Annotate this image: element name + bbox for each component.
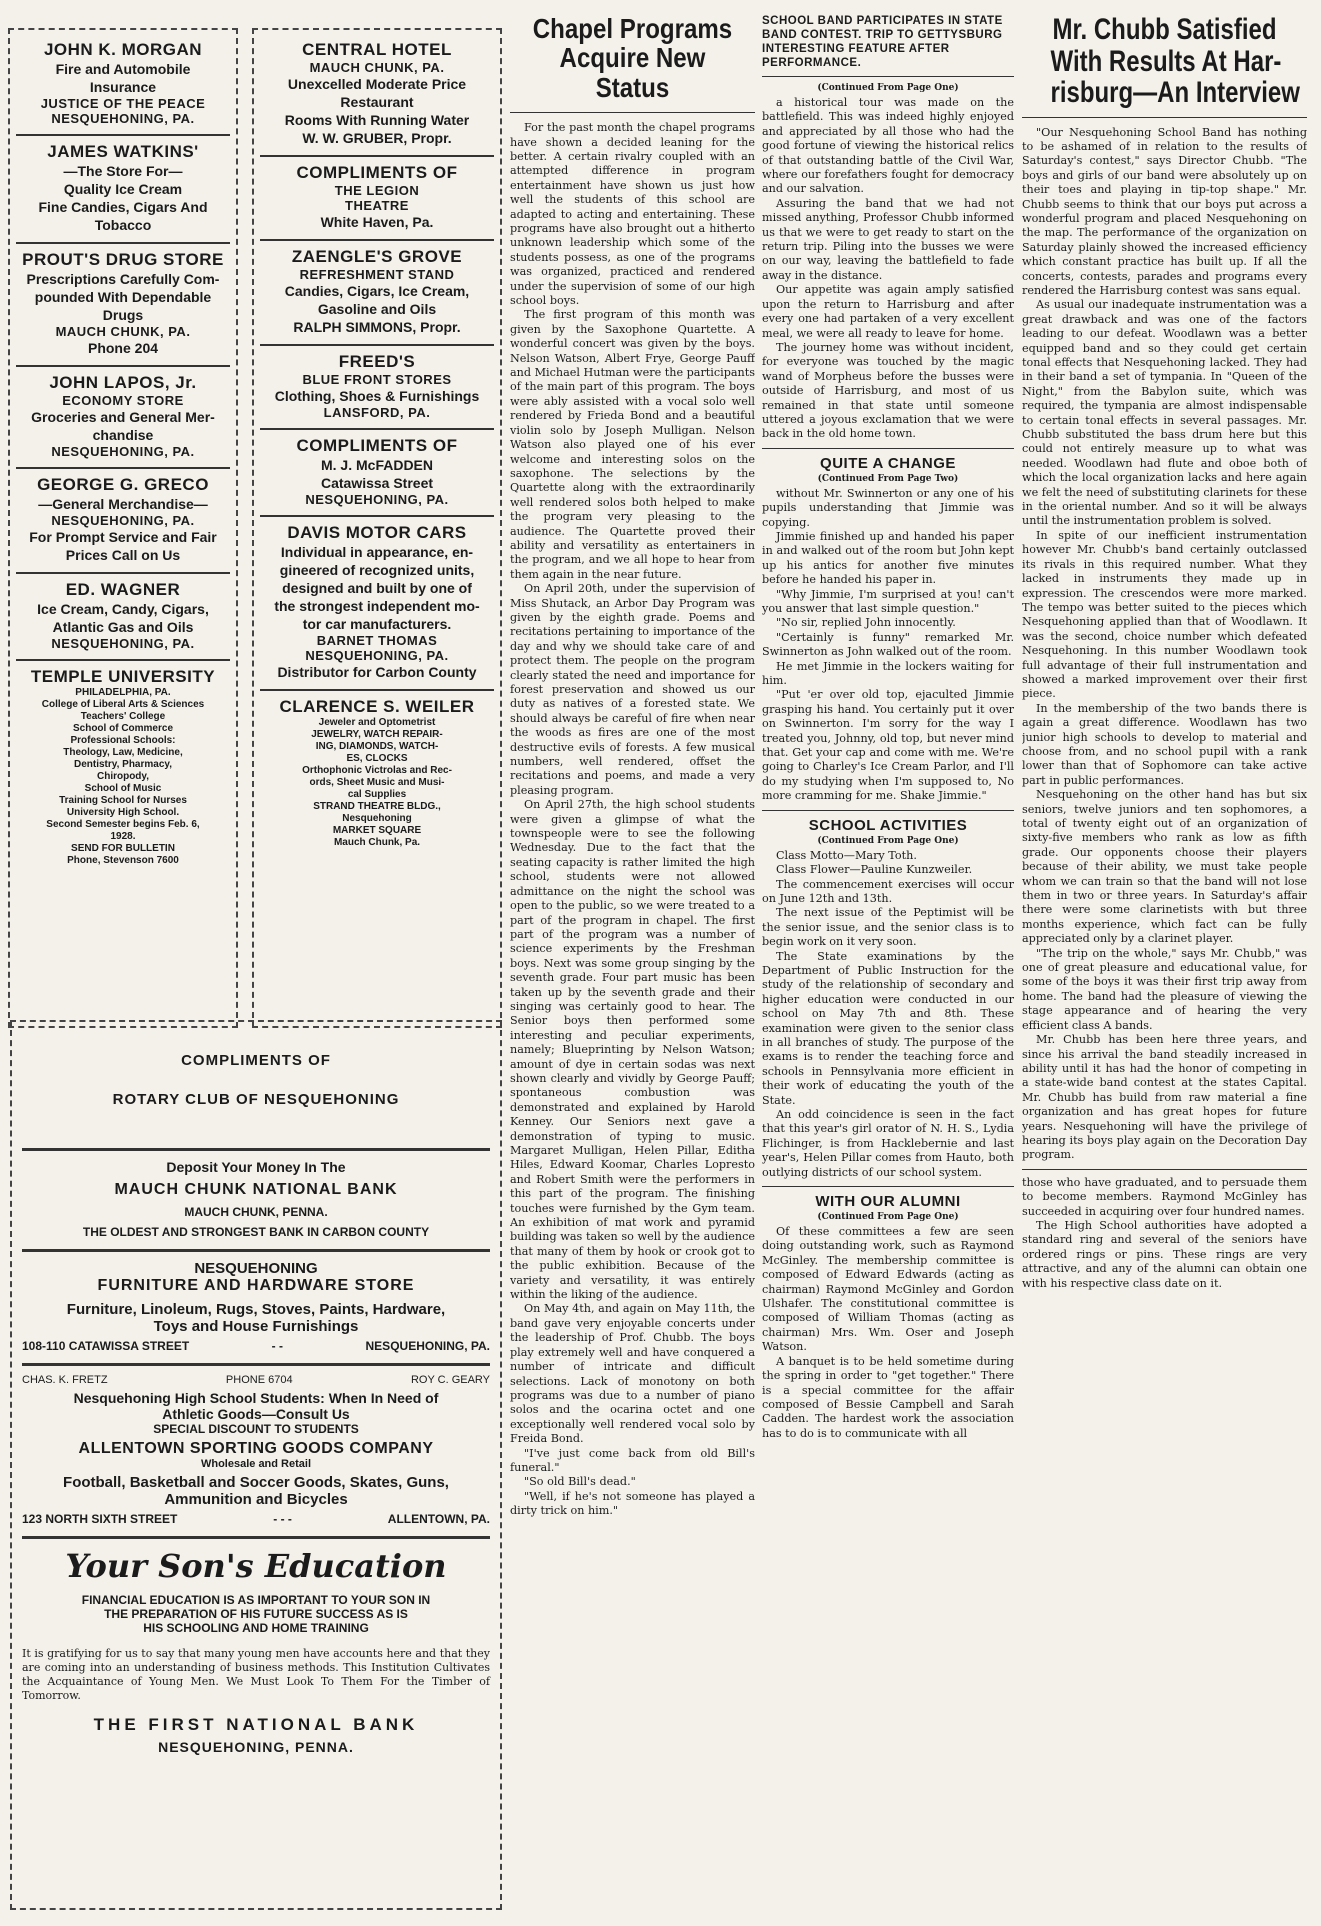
ad-line: NESQUEHONING, PA. <box>51 636 195 651</box>
ad-line: ZAENGLE'S GROVE <box>291 247 463 266</box>
ad-line: Unexcelled Moderate Price <box>287 76 467 92</box>
ad-line: Mauch Chunk, Pa. <box>333 837 421 848</box>
chapel-programs-column <box>510 14 755 1924</box>
ad-line: MARKET SQUARE <box>332 825 422 836</box>
ad-line: Second Semester begins Feb. 6, <box>46 819 200 830</box>
ad-line: W. W. GRUBER, Propr. <box>302 130 452 146</box>
first-national-bank-ad: Your Son's Education FINANCIAL EDUCATION IS AS IMPORTANT TO YOUR SON IN THE PREPARATION OF HIS FUTURE SUCCESS AS IS HIS SCHOOLING AND HOME TRAINING It is gratifying for us to say that many young men have accounts here and that they are coming into an understanding of business methods. This Institution Cultivates the Acquaintance of Young Men. We Must Look To Them For the Timber of Tomorrow. THE FIRST NATIONAL BANK NESQUEHONING, PENNA. <box>22 1547 490 1755</box>
ad-line: Catawissa Street <box>320 475 434 491</box>
ad-line: gineered of recognized units, <box>279 562 475 578</box>
ad-line: TEMPLE UNIVERSITY <box>30 667 216 686</box>
paragraph: "I've just come back from old Bill's funeral." <box>510 1446 755 1474</box>
ad-line: Individual in appearance, en- <box>280 544 474 560</box>
paragraph: On April 27th, the high school students were given a glimpse of what the townspeople were to see the following Wednesday. Due to the fact that the seating capacity is rather limited the high school, students were not allowed admittance on the night the school was open to the public, so we were treated to a part of the program in chapel. The first part of the program was a number of science experiments by the Freshman boys. Next was some group singing by the seventh grade. Four part music has been taken up by the seventh grade and their singing was certainly good to hear. The Senior boys then performed some interesting and peculiar experiments, namely; Blueprinting by Nelson Watson; amount of dye in certain sodas was next shown clearly and vividly by George Pauff; spontaneous combustion was demonstrated and explained by Harold Kenney. Our Seniors next gave a demonstration of typing to music. Margaret Mulligan, Helen Pillar, Editha Hiles, Edward Koomar, Charles Lopresto and Robert Smith were the performers in this part of the program. The finishing touches were furnished by the Gym team. An exhibition of mat work and pyramid building was taken so well by the audience that many of them by hook or crook got to the public exhibition. Because of the variety and versatility, it was entirely within the liking of the audience. <box>510 798 755 1302</box>
ads-column-middle <box>252 28 502 1028</box>
ad-line: Rooms With Running Water <box>284 112 470 128</box>
paragraph: A banquet is to be held sometime during the spring in order to "get together." There is a special committee for the affair composed of Bessie Campbell and Sarah Cadden. The hardest work the association has to do is to communicate with all <box>762 1354 1014 1440</box>
chubb-interview-column <box>1022 14 1307 1924</box>
ad-line: ES, CLOCKS <box>346 753 408 764</box>
ad-line: School of Music <box>84 783 162 794</box>
middle-ad-4 <box>260 430 494 517</box>
ad-line: COMPLIMENTS OF <box>296 163 458 182</box>
ad-line: Dentistry, Pharmacy, <box>73 759 172 770</box>
ad-line: NESQUEHONING, PA. <box>51 513 195 528</box>
ad-line: pounded With Dependable <box>34 289 212 305</box>
paragraph: "So old Bill's dead." <box>524 1475 636 1489</box>
ad-line: Insurance <box>89 79 157 95</box>
ad-line: STRAND THEATRE BLDG., <box>313 801 441 812</box>
ad-line: NESQUEHONING, PA. <box>51 444 195 459</box>
ad-line: JOHN LAPOS, Jr. <box>49 373 197 392</box>
paragraph: Our appetite was again amply satisfied upon the return to Harrisburg and after every one had partaken of a very excellent meal, we were all ready to leave for home. <box>762 283 1014 340</box>
ad-line: JAMES WATKINS' <box>47 142 199 161</box>
middle-ad-2 <box>260 241 494 346</box>
ad-line: BLUE FRONT STORES <box>302 372 452 387</box>
paragraph: In spite of our inefficient instrumentation however Mr. Chubb's band certainly outclassed its rivals in this required number. What they lacked in instruments they made up in expression. The crescendos were more marked. The tempo was better suited to the pieces which Nesquehoning applied than that of Woodlawn. It was the second, choice number which defeated Nesquehoning. In this number Woodlawn took full advantage of their full instrumentation and showed a marked improvement over their first piece. <box>1022 528 1307 701</box>
ad-line: Groceries and General Mer- <box>31 409 215 425</box>
ad-line: Fire and Automobile <box>55 61 191 77</box>
paragraph: Class Flower—Pauline Kunzweiler. <box>776 863 973 877</box>
paragraph: "Put 'er over old top, ejaculted Jimmie grasping his hand. You certainly put it over on Swinnerton. I'm sorry for the way I treated you, Johnny, old top, but never mind that. Get your cap and come with me. We're going to Charley's Ice Cream Parlor, and I'll do my studying when I'm supposed to, No more cramming for me. Shake Jimmie." <box>762 688 1014 803</box>
ad-line: Professional Schools: <box>70 735 176 746</box>
band-article-body <box>762 96 1014 442</box>
paragraph: On May 4th, and again on May 11th, the band gave very enjoyable concerts under the leadership of Prof. Chubb. The boys play extremely well and have conquered a number of intricate and difficult selections. Lack of monotony on both programs was due to a number of piano solos and the ocarina octet and one exceptionally well rendered vocal solo by Freida Bond. <box>510 1302 755 1446</box>
paragraph: Assuring the band that we had not missed anything, Professor Chubb informed us that we were to get ready to start on the return trip. Piling into the busses we were on our way, leaving the battlefield to fade away in the distance. <box>762 196 1014 282</box>
band-headline: SCHOOL BAND PARTICIPATES IN STATE BAND CONTEST. TRIP TO GETTYSBURG INTERESTING FEATURE AFTER PERFORMANCE. <box>762 15 1003 69</box>
paragraph: "Why Jimmie, I'm surprised at you! can't you answer that last simple question." <box>762 587 1014 615</box>
ad-line: ED. WAGNER <box>65 580 181 599</box>
ad-line: Ice Cream, Candy, Cigars, <box>37 601 209 617</box>
ad-line: MAUCH CHUNK, PA. <box>309 60 445 75</box>
paragraph: without Mr. Swinnerton or any one of his pupils understanding that Jimmie was copying. <box>762 486 1014 529</box>
paragraph: Mr. Chubb has been here three years, and since his arrival the band steadily increased in ability until it has had the honor of competing in a state-wide band contest at the states Capital. Mr. Chubb has build from raw material a fine organization and has great hopes for future years. Nesquehoning will have the privilege of hearing its boys play again on the Decoration Day program. <box>1022 1033 1307 1162</box>
paragraph: The State examinations by the Department of Public Instruction for the study of the relationship of secondary and higher education were conducted in our school on May 7th and 8th. These examination were given to the senior class in all branches of study. The purpose of the exams is to render the teaching force and schools in Pennsylvania more efficient in their work of educating the youth of the State. <box>762 949 1014 1107</box>
ad-line: ING, DIAMONDS, WATCH- <box>315 741 439 752</box>
ad-line: designed and built by one of <box>282 580 472 596</box>
ad-line: MAUCH CHUNK, PA. <box>55 324 191 339</box>
ad-line: JEWELRY, WATCH REPAIR- <box>311 729 443 740</box>
middle-ad-3 <box>260 346 494 430</box>
ad-line: Gasoline and Oils <box>317 301 437 317</box>
ad-line: Fine Candies, Cigars And <box>38 199 208 215</box>
ad-line: Distributor for Carbon County <box>277 664 477 680</box>
ad-line: JUSTICE OF THE PEACE <box>40 96 206 111</box>
chapel-headline: Chapel Programs Acquire New Status <box>532 14 733 103</box>
band-and-activities-column: SCHOOL BAND PARTICIPATES IN STATE BAND CONTEST. TRIP TO GETTYSBURG INTERESTING FEATURE AFTER PERFORMANCE. (Continued From Page One) a historical tour was made on the battlefield. This was indeed highly enjoyed and appreciated by all those who had the good fortune of viewing the historical relics of that outstanding battle of the Civil War, where our forefathers fought for democracy and our salvation. Assuring the band that we had not missed anything, Professor Chubb informed us that we were to get ready to start on the return trip. Piling into the busses we were on our way, leaving the battlefield to fade away in the distance. Our appetite was again amply satisfied upon the return to Harrisburg and after every one had partaken of a very excellent meal, we were all ready to leave for home. The journey home was without incident, for everyone was touched by the magic wand of Morpheus before the busses were outside of Harrisburg, and most of us remained in that state until someone uttered a joyous exclamation that we were back in the old home town. QUITE A CHANGE (Continued From Page Two) without Mr. Swinnerton or any one of his pupils understanding that Jimmie was copying. Jimmie finished up and handed his paper in and walked out of the room but John kept up his antics for another five minutes before he handed his paper in. "Why Jimmie, I'm surprised at you! can't you answer that last simple question." "No sir, replied John innocently. "Certainly is funny" remarked Mr. Swinnerton as John walked out of the room. He met Jimmie in the lockers waiting for him. "Put 'er over old top, ejaculted Jimmie grasping his hand. You certainly put it over on Swinnerton. I'm sorry for the way I treated you, Johnny, old top, but never mind that. Get your cap and come with me. We're going to Charley's Ice Cream Parlor, and I'll do my studying when I'm supposed to, No more cramming for me. Shake Jimmie." SCHOOL ACTIVITIES (Continued From Page One) Class Motto—Mary Toth. Class Flower—Pauline Kunzweiler. The commencement exercises will occur on June 12th and 13th. The next issue of the Peptimist will be the senior issue, and the senior class is to begin work on it very soon. The State examinations by the Department of Public Instruction for the study of the relationship of secondary and higher education were conducted in our school on May 7th and 8th. These examination were given to the senior class in all branches of study. The purpose of the exams is to render the teaching force and schools in Pennsylvania more efficient in their work of educating the youth of the State. An odd coincidence is seen in the fact that this year's girl orator of N. H. S., Lydia Flichinger, is from Hacklebernie and last year's, Helen Pillar comes from Hauto, both outlying districts of our school system. WITH OUR ALUMNI (Continued From Page One) Of these committees a few are seen doing outstanding work, such as Raymond McGinley. The membership committee is composed of Edward Edwards (acting as chairman) Raymond McGinley and Gordon Ulshafer. The constitutional committee is composed of William Thomas (acting as chairman) Mrs. Wm. Oser and Joseph Watson. A banquet is to be held sometime during the spring in order to "get together." There is a special committee for the affair composed of Bessie Campbell and Sarah Cadden. The hardest work the association has to do is to communicate with all <box>762 15 1014 1440</box>
paragraph: In the membership of the two bands there is again a great difference. Woodlawn has two junior high schools to develop to material and choose from, and no school pupil with a rank lower than that of Sophomore can take active part in public performances. <box>1022 701 1307 787</box>
ad-line: cal Supplies <box>347 789 407 800</box>
ad-line: University High School. <box>66 807 180 818</box>
paragraph: The journey home was without incident, for everyone was touched by the magic wand of Morpheus before the busses were outside of Harrisburg, and most of us remained in that state until someone uttered a joyous exclamation that we were back in the old home town. <box>762 340 1014 441</box>
ad-line: Orthophonic Victrolas and Rec- <box>302 765 452 776</box>
ad-line: Candies, Cigars, Ice Cream, <box>284 283 470 299</box>
ad-line: Theology, Law, Medicine, <box>63 747 183 758</box>
paragraph: "The trip on the whole," says Mr. Chubb," was one of great pleasure and educational value, for some of the boys it was their first trip away from home. The band had the pleasure of viewing the stage appearance and of hearing the very efficient class A bands. <box>1022 946 1307 1032</box>
ad-line: THE LEGION <box>334 183 420 198</box>
chubb-headline: Mr. Chubb Satisfied With Results At Har- risburg—An Interview <box>1050 14 1300 109</box>
ad-line: Atlantic Gas and Oils <box>52 619 194 635</box>
paragraph: "Well, if he's not someone has played a dirty trick on him." <box>510 1489 755 1518</box>
left-ad-6 <box>16 661 230 875</box>
ad-line: NESQUEHONING, PA. <box>305 492 449 507</box>
ad-line: Training School for Nurses <box>59 795 187 806</box>
paragraph: For the past month the chapel programs have shown a decided leaning for the better. A certain rivalry coupled with an attempted difference in program entertainment have shown us just how well the students of this school are adapted to acting and entertaining. These programs have also brought out a hitherto unknown leadership which some of the students possess, as one of the programs was organized, practiced and rendered under the supervision of some of our high school boys. <box>510 121 755 308</box>
middle-ad-6 <box>260 691 494 857</box>
rotary-ad: COMPLIMENTS OF ROTARY CLUB OF NESQUEHONING <box>22 1022 490 1151</box>
ad-line: SEND FOR BULLETIN <box>71 843 175 854</box>
ad-line: tor car manufacturers. <box>302 616 452 632</box>
ad-line: Jeweler and Optometrist <box>318 717 436 728</box>
ad-line: Nesquehoning <box>342 813 412 824</box>
ad-line: JOHN K. MORGAN <box>43 40 203 59</box>
ad-line: Drugs <box>102 307 144 323</box>
paragraph: Jimmie finished up and handed his paper in and walked out of the room but John kept up his antics for another five minutes before he handed his paper in. <box>762 529 1014 587</box>
paragraph: Of these committees a few are seen doing outstanding work, such as Raymond McGinley. The membership committee is composed of Edward Edwards (acting as chairman) Raymond McGinley and Gordon Ulshafer. The constitutional committee is composed of William Thomas (acting as chairman) Mrs. Wm. Oser and Joseph Watson. <box>762 1225 1014 1354</box>
left-ad-4 <box>16 469 230 574</box>
mauch-chunk-bank-ad: Deposit Your Money In The MAUCH CHUNK NATIONAL BANK MAUCH CHUNK, PENNA. THE OLDEST AND STRONGEST BANK IN CARBON COUNTY <box>22 1151 490 1252</box>
ad-line: 1928. <box>110 831 136 842</box>
left-ad-0 <box>16 34 230 136</box>
ad-line: RALPH SIMMONS, Propr. <box>293 319 461 335</box>
class-rings-note: The High School authorities have adopted a standard ring and several of the seniors have ordered rings or pins. These rings are very attractive, and any of the alumni can obtain one with his respective class date on it. <box>1022 1218 1307 1290</box>
ad-line: FREED'S <box>338 352 416 371</box>
bottom-ads-block <box>10 1020 502 1910</box>
school-activities-body <box>762 849 1014 1180</box>
paragraph: An odd coincidence is seen in the fact that this year's girl orator of N. H. S., Lydia Flichinger, is from Hacklebernie and last year's, Helen Pillar comes from Hauto, both outlying districts of our school system. <box>762 1108 1014 1179</box>
ad-line: NESQUEHONING, PA. <box>51 111 195 126</box>
ad-line: PROUT'S DRUG STORE <box>22 250 224 269</box>
ad-line: College of Liberal Arts & Sciences <box>41 699 205 710</box>
ad-line: Clothing, Shoes & Furnishings <box>274 388 480 404</box>
paragraph: "Our Nesquehoning School Band has nothing to be ashamed of in relation to the results of Saturday's contest," says Director Chubb. "The boys and girls of our band were absolutely up on their toes and playing in tip-top shape." Mr. Chubb seems to think that our boys put across a wonderful program and placed Nesquehoning on the map. The performance of the organization on Saturday plainly showed the increased efficiency which constant practice has built up. If all the concerts, contests, parades and programs every rendered the Harrisburg contest was sans equal. <box>1022 125 1307 297</box>
ad-line: M. J. McFADDEN <box>320 457 433 473</box>
quite-a-change-title: QUITE A CHANGE <box>820 454 956 472</box>
ad-line: COMPLIMENTS OF <box>296 436 458 455</box>
sporting-goods-ad: CHAS. K. FRETZ PHONE 6704 ROY C. GEARY Nesquehoning High School Students: When In Need of Athletic Goods—Consult Us SPECIAL DISCOUNT TO STUDENTS ALLENTOWN SPORTING GOODS COMPANY Wholesale and Retail Football, Basketball and Soccer Goods, Skates, Guns, Ammunition and Bicycles 123 NORTH SIXTH STREET - - - ALLENTOWN, PA. <box>22 1366 490 1539</box>
ad-line: chandise <box>92 427 154 443</box>
ad-line: Restaurant <box>340 94 414 110</box>
ad-line: DAVIS MOTOR CARS <box>287 523 467 542</box>
chapel-article-body <box>510 121 755 1518</box>
paragraph: "No sir, replied John innocently. <box>776 616 956 630</box>
ad-line: For Prompt Service and Fair <box>29 529 217 545</box>
paragraph: The first program of this month was given by the Saxophone Quartette. A wonderful concert was given by the boys. Nelson Watson, Albert Frye, George Pauff and Michael Hutman were the participants of the main part of this program. The boys were ably assisted with a vocal solo well rendered by Frieda Bond and a beautiful violin solo by Joseph Mulligan. Nelson Watson also played one of his ever welcome and interesting solos on the saxophone. The selections by the Quartette along with the extraordinarily well rendered solos both helped to make the program very pleasing to the audience. The Quartette proved their ability and versatility as entertainers in the program, and we all hope to hear from them again in the near future. <box>510 308 755 581</box>
middle-ad-1 <box>260 157 494 241</box>
alumni-title: WITH OUR ALUMNI <box>815 1193 961 1211</box>
ad-line: THEATRE <box>345 198 409 213</box>
alumni-continued: those who have graduated, and to persuade them to become members. Raymond McGinley has succeeded in acquiring over four hundred names. <box>1022 1175 1307 1218</box>
ad-line: Phone 204 <box>87 340 159 356</box>
ad-line: Chiropody, <box>96 771 150 782</box>
ad-line: Phone, Stevenson 7600 <box>67 855 179 866</box>
paragraph: The commencement exercises will occur on June 12th and 13th. <box>762 877 1014 905</box>
chubb-article-body <box>1022 126 1307 1163</box>
ad-line: School of Commerce <box>72 723 174 734</box>
ad-line: GEORGE G. GRECO <box>37 475 209 494</box>
ad-line: CLARENCE S. WEILER <box>279 697 475 716</box>
paragraph: He met Jimmie in the lockers waiting for him. <box>762 659 1014 688</box>
ad-line: ECONOMY STORE <box>62 393 184 408</box>
paragraph: a historical tour was made on the battlefield. This was indeed highly enjoyed and appreciated by all those who had the good fortune of viewing the historical relics of that outstanding battle of the Civil War, where our forefathers fought for democracy and our salvation. <box>762 96 1014 196</box>
school-activities-title: SCHOOL ACTIVITIES <box>808 816 968 834</box>
paragraph: On April 20th, under the supervision of Miss Shutack, an Arbor Day Program was given by the eighth grade. Poems and recitations pertaining to importance of the day and why we should take care of and protect them. The people on the program clearly stated the need and importance for forest preservation and showed us our duty as natives of a forested state. We should always be careful of fire when near the woods as fires are one of the most destructive evils of forests. A few musical numbers, well rendered, offset the recitations and poems, and made a very pleasing program. <box>510 582 755 797</box>
ad-line: LANSFORD, PA. <box>323 405 431 420</box>
ad-line: PHILADELPHIA, PA. <box>75 687 171 698</box>
ad-line: Prices Call on Us <box>65 547 181 563</box>
ad-line: Quality Ice Cream <box>63 181 183 197</box>
ad-line: BARNET THOMAS <box>316 633 438 648</box>
ad-line: —The Store For— <box>63 163 183 179</box>
middle-ad-5 <box>260 517 494 691</box>
paragraph: Class Motto—Mary Toth. <box>776 848 917 862</box>
ad-line: Prescriptions Carefully Com- <box>26 271 220 287</box>
middle-ad-0 <box>260 34 494 157</box>
left-ad-5 <box>16 574 230 661</box>
left-ad-3 <box>16 367 230 469</box>
ad-line: Tobacco <box>94 217 152 233</box>
ads-column-left <box>8 28 238 1028</box>
hardware-store-ad: NESQUEHONING FURNITURE AND HARDWARE STORE Furniture, Linoleum, Rugs, Stoves, Paints, Hardware, Toys and House Furnishings 108-110 CATAWISSA STREET - - NESQUEHONING, PA. <box>22 1252 490 1366</box>
paragraph: "Certainly is funny" remarked Mr. Swinnerton as John walked out of the room. <box>762 630 1014 659</box>
left-ad-2 <box>16 244 230 367</box>
paragraph: As usual our inadequate instrumentation was a great drawback and was one of the factors leading to our defeat. Woodlawn was a better equipped band and so they could get certain tonal effects that Nesquehoning lacked. They had in their band a set of tympania. In "Queen of the Night," from the Babylon suite, which was required, the tympania are almost indispensable to certain tonal effects in several passages. Mr. Chubb substituted the bass drum here but this could not entirely measure up to what was needed. Woodlawn had flute and oboe both of which the local organization lacks and here again we felt the need of substituting clarinets for these in the oriental number. And so it will be always until the instrumentation problem is solved. <box>1022 298 1307 528</box>
ad-line: Teachers' College <box>80 711 166 722</box>
ad-line: White Haven, Pa. <box>320 214 434 230</box>
ad-line: —General Merchandise— <box>38 496 208 512</box>
ad-line: CENTRAL HOTEL <box>302 40 452 59</box>
ad-line: REFRESHMENT STAND <box>299 267 455 282</box>
ad-line: NESQUEHONING, PA. <box>305 648 449 663</box>
alumni-body <box>762 1225 1014 1441</box>
ad-line: ords, Sheet Music and Musi- <box>309 777 445 788</box>
paragraph: The next issue of the Peptimist will be the senior issue, and the senior class is to begin work on it very soon. <box>762 906 1014 949</box>
left-ad-1 <box>16 136 230 244</box>
paragraph: Nesquehoning on the other hand has but six seniors, twelve juniors and ten sophomores, a total of twenty eight out of an organization of sixty-five members who rank as low as fifth grade. Our opponents choose their players because of their ability, we must take people whom we can train so that the band will not lose them in two or three years. In Saturday's affair there were some clarinetists with but three months experience, which fact can be fully appreciated only by a clarinet player. <box>1022 788 1307 946</box>
ad-line: the strongest independent mo- <box>274 598 480 614</box>
quite-a-change-body <box>762 487 1014 804</box>
